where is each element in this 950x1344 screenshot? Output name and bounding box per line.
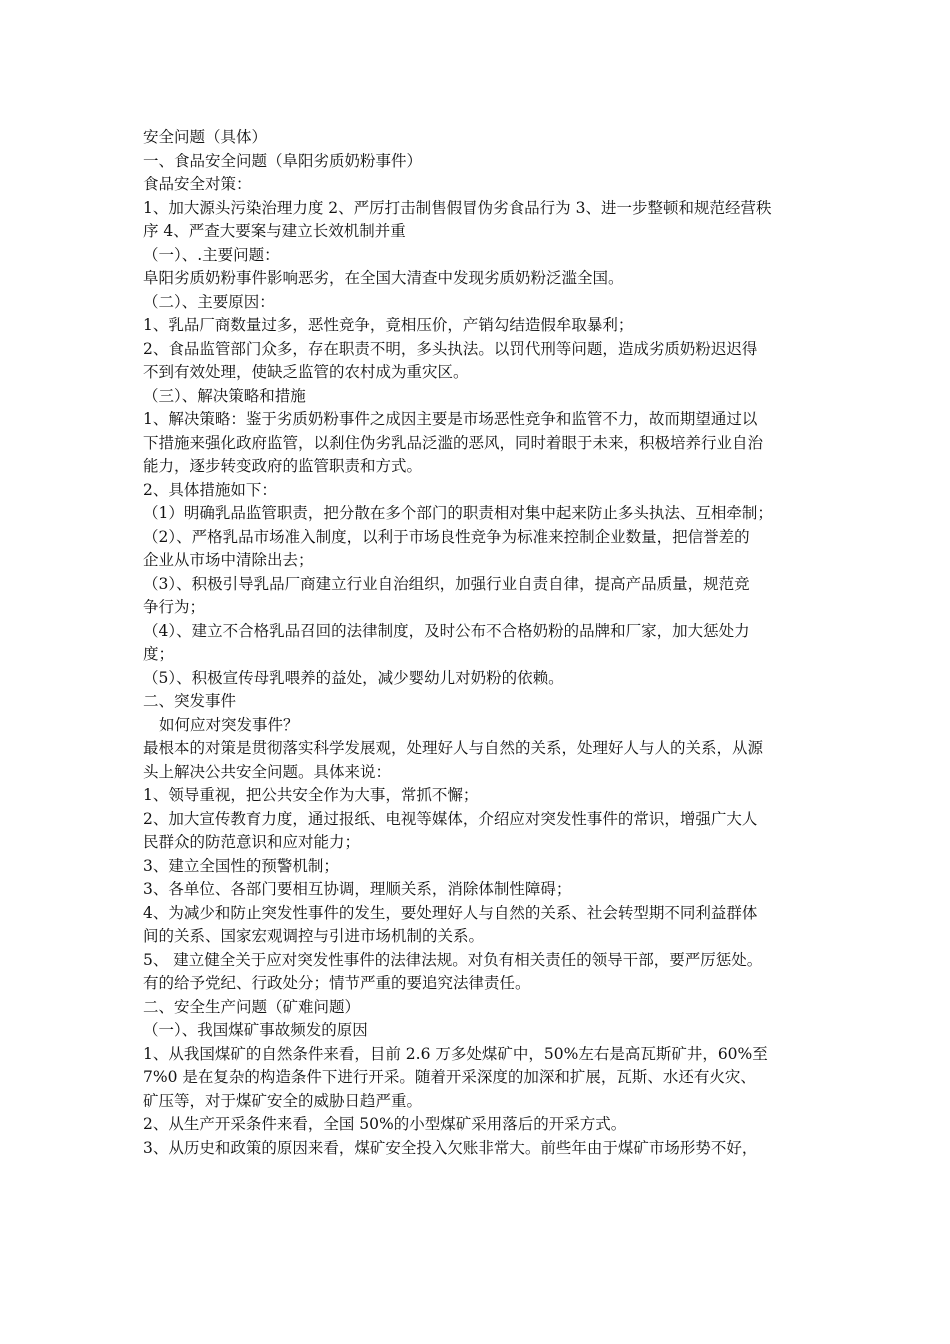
text-line: 4、为减少和防止突发性事件的发生，要处理好人与自然的关系、社会转型期不同利益群体 [143,903,758,922]
text-line: 2、具体措施如下： [143,480,277,499]
text-line: 不到有效处理，使缺乏监管的农村成为重灾区。 [143,363,469,381]
text-line: 2、加大宣传教育力度，通过报纸、电视等媒体，介绍应对突发性事件的常识，增强广大人 [143,809,758,828]
text-line: 民群众的防范意识和应对能力； [143,833,361,851]
text-line: 度； [143,645,175,663]
text-line: 序 4、严查大要案与建立长效机制并重 [143,222,406,240]
text-line: 1、从我国煤矿的自然条件来看，目前 2.6 万多处煤矿中，50%左右是高瓦斯矿井，60%至 [143,1044,768,1063]
text-line: 头上解决公共安全问题。具体来说： [143,762,392,781]
text-line: 1、乳品厂商数量过多，恶性竞争，竟相压价，产销勾结造假牟取暴利； [143,316,634,334]
text-line: 如何应对突发事件？ [159,715,299,734]
text-line: 矿压等，对于煤矿安全的威胁日趋严重。 [143,1091,423,1110]
text-line: 3、各单位、各部门要相互协调，理顺关系，消除体制性障碍； [143,880,572,898]
text-line: 能力，逐步转变政府的监管职责和方式。 [143,457,423,475]
subsection-heading: （二）、主要原因： [143,292,275,311]
text-line: 1、解决策略：鉴于劣质奶粉事件之成因主要是市场恶性竞争和监管不力，故而期望通过以 [143,410,758,428]
text-line: 间的关系、国家宏观调控与引进市场机制的关系。 [143,927,485,945]
text-line: 企业从市场中清除出去； [143,551,314,569]
text-line: （4）、建立不合格乳品召回的法律制度，及时公布不合格奶粉的品牌和厂家，加大惩处力 [143,621,750,640]
text-line: 3、建立全国性的预警机制； [143,856,339,875]
text-line: （3）、积极引导乳品厂商建立行业自治组织，加强行业自责自律，提高产品质量，规范竞 [143,574,750,593]
text-line: 1、领导重视，把公共安全作为大事，常抓不懈； [143,786,479,804]
text-line: 5、 建立健全关于应对突发性事件的法律法规。对负有相关责任的领导干部，要严厉惩处。 [143,950,763,969]
text-line: 争行为； [143,598,206,616]
document-title: 安全问题（具体） [143,128,268,146]
subsection-heading: （一）、我国煤矿事故频发的原因 [143,1021,368,1039]
text-line: （5）、积极宣传母乳喂养的益处，减少婴幼儿对奶粉的依赖。 [143,668,564,687]
text-line: 最根本的对策是贯彻落实科学发展观，处理好人与自然的关系，处理好人与人的关系，从源 [143,739,764,757]
text-line: 2、食品监管部门众多，存在职责不明，多头执法。以罚代刑等问题，造成劣质奶粉迟迟得 [143,339,758,358]
text-line: 7%0 是在复杂的构造条件下进行开采。随着开采深度的加深和扩展，瓦斯、水还有火灾、 [143,1068,756,1086]
section-heading-production-safety: 二、安全生产问题（矿难问题） [143,997,361,1016]
text-line: 3、从历史和政策的原因来看，煤矿安全投入欠账非常大。前些年由于煤矿市场形势不好， [143,1138,758,1157]
text-line: 2、从生产开采条件来看，全国 50%的小型煤矿采用落后的开采方式。 [143,1115,627,1133]
text-line: 阜阳劣质奶粉事件影响恶劣，在全国大清查中发现劣质奶粉泛滥全国。 [143,269,624,287]
text-line: 下措施来强化政府监管，以刹住伪劣乳品泛滥的恶风，同时着眼于未来，积极培养行业自治 [143,433,764,452]
section-heading-emergency: 二、突发事件 [143,692,237,710]
text-line: （2）、严格乳品市场准入制度，以利于市场良性竞争为标准来控制企业数量，把信誉差的 [143,527,750,546]
subsection-heading: （三）、解决策略和措施 [143,386,306,405]
text-line: （1）明确乳品监管职责，把分散在多个部门的职责相对集中起来防止多头执法、互相牵制； [143,504,773,522]
text-line: 食品安全对策： [143,175,252,193]
subsection-heading: （一）、.主要问题： [143,245,280,264]
text-line: 1、加大源头污染治理力度 2、严厉打击制售假冒伪劣食品行为 3、进一步整顿和规范经营秩 [143,198,772,217]
document-body [143,126,813,1160]
section-heading-food-safety: 一、食品安全问题（阜阳劣质奶粉事件） [143,151,423,170]
text-line: 有的给予党纪、行政处分；情节严重的要追究法律责任。 [143,974,531,992]
